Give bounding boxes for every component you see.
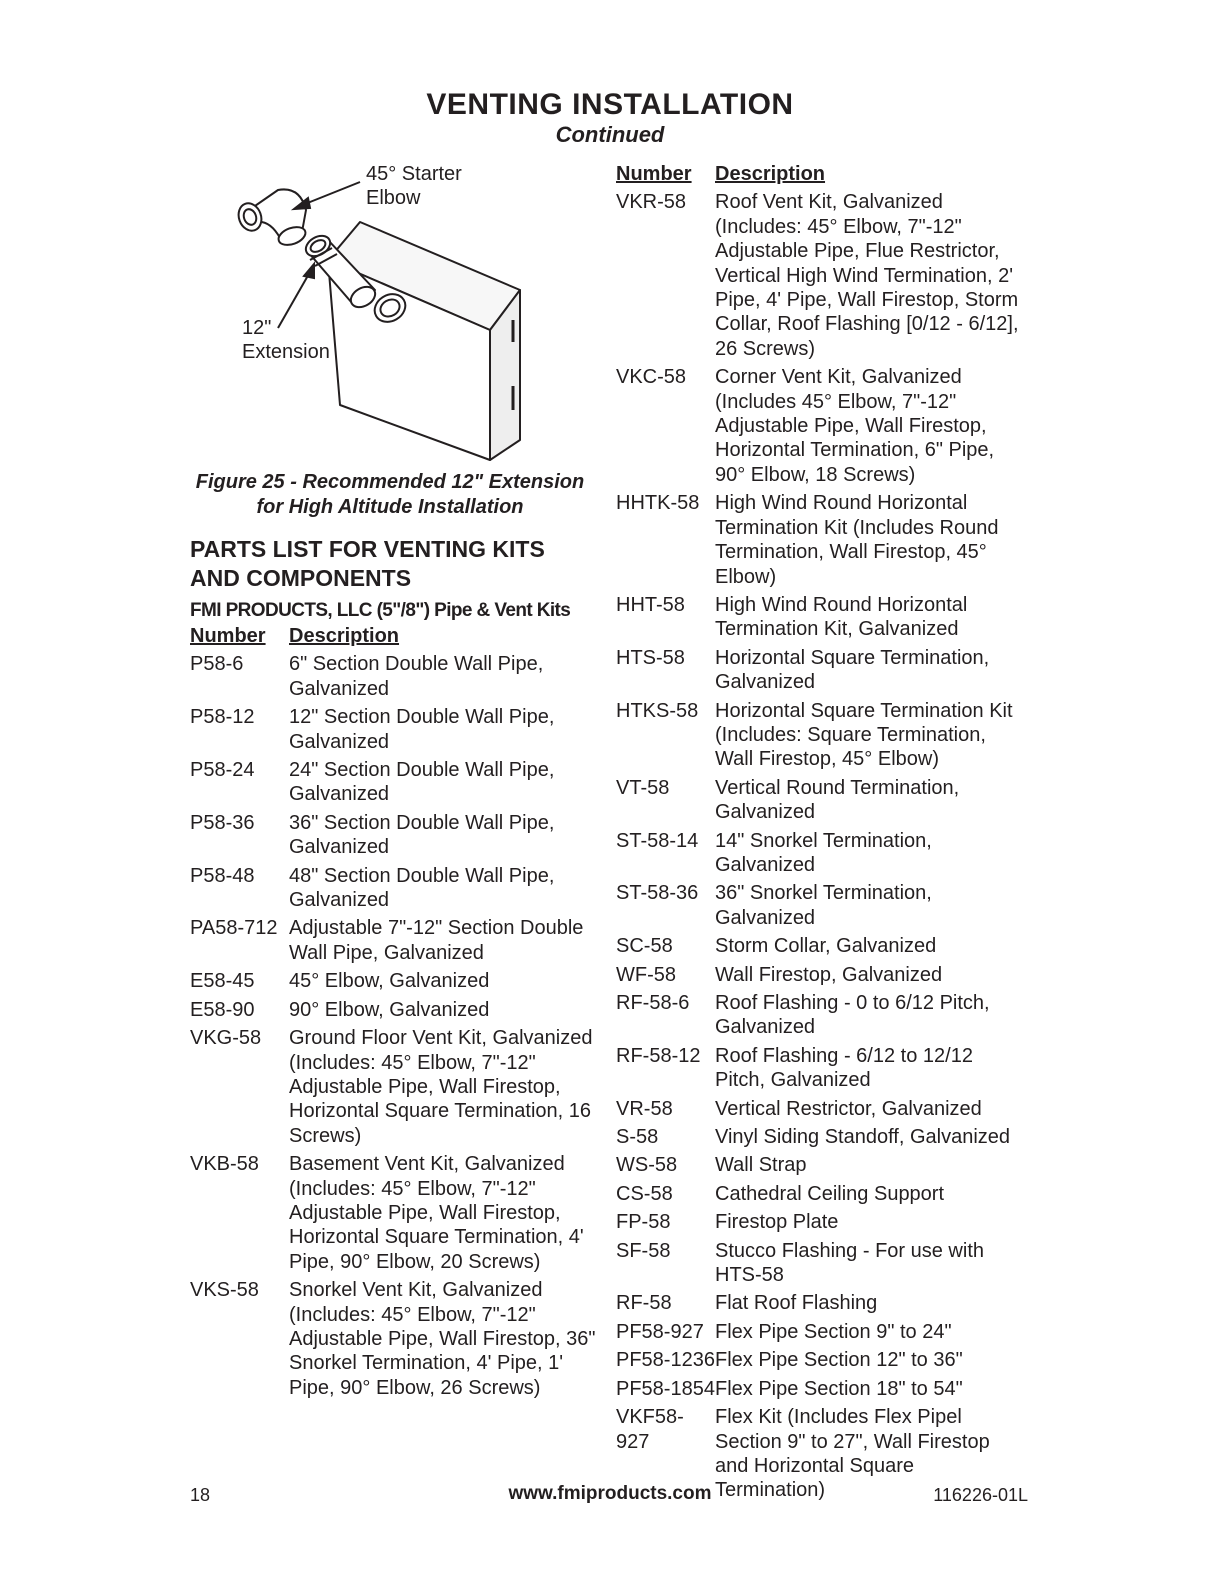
table-row — [190, 998, 600, 1026]
table-row — [190, 1278, 600, 1404]
part-description: Flex Kit (Includes Flex Pipel Section 9" to 27", Wall Firestop and Horizontal Square Termination) — [715, 1406, 990, 1502]
part-number: HHTK-58 — [616, 492, 700, 515]
part-number: WF-58 — [616, 963, 676, 986]
part-description: Vinyl Siding Standoff, Galvanized — [715, 1126, 1011, 1149]
number-column-header: Number — [190, 625, 266, 647]
part-description: Cathedral Ceiling Support — [715, 1182, 945, 1205]
part-number: VKF58-927 — [616, 1406, 684, 1453]
table-row — [616, 963, 1026, 991]
company-subheading: FMI PRODUCTS, LLC (5"/8") Pipe & Vent Kits — [190, 600, 571, 621]
part-description: Flex Pipe Section 9" to 24" — [715, 1320, 952, 1343]
parts-table-right — [616, 162, 1026, 1507]
part-number: VKR-58 — [616, 191, 687, 214]
part-description: Horizontal Square Termination Kit (Includes: Square Termination, Wall Firestop, 45° Elbow) — [715, 699, 1013, 771]
part-number: WS-58 — [616, 1154, 678, 1177]
part-number: P58-6 — [190, 653, 244, 676]
table-row — [616, 1239, 1026, 1292]
table-row — [616, 1153, 1026, 1181]
part-number: P58-24 — [190, 759, 255, 782]
part-number: E58-90 — [190, 998, 255, 1021]
figure-caption — [190, 470, 590, 520]
part-number: ST-58-36 — [616, 882, 699, 905]
table-row — [616, 991, 1026, 1044]
part-description: Horizontal Square Termination, Galvanized — [715, 646, 990, 694]
caption-line: for High Altitude Installation — [256, 496, 524, 518]
part-number: PF58-927 — [616, 1320, 704, 1343]
part-number: P58-12 — [190, 706, 255, 729]
parts-table-left — [190, 624, 600, 1404]
part-number: VT-58 — [616, 776, 670, 799]
table-row — [616, 1348, 1026, 1376]
part-number: CS-58 — [616, 1182, 673, 1205]
part-number: ST-58-14 — [616, 829, 699, 852]
part-description: 24" Section Double Wall Pipe, Galvanized — [289, 759, 555, 806]
part-description: High Wind Round Horizontal Termination Kit (Includes Round Termination, Wall Firestop, 45° Elbow) — [715, 492, 999, 588]
table-row — [616, 829, 1026, 882]
table-row — [616, 1291, 1026, 1319]
callout-line: 12" — [242, 317, 272, 339]
part-number: PA58-712 — [190, 917, 278, 940]
part-number: RF-58-6 — [616, 992, 690, 1014]
part-description: Vertical Restrictor, Galvanized — [715, 1097, 982, 1120]
part-number: RF-58-12 — [616, 1044, 701, 1067]
callout-line: Elbow — [366, 187, 421, 209]
table-row — [616, 593, 1026, 646]
part-number: VKC-58 — [616, 366, 687, 389]
page-subtitle: Continued — [555, 122, 665, 147]
part-description: Snorkel Vent Kit, Galvanized (Includes: 45° Elbow, 7"-12" Adjustable Pipe, Wall Firestop, 36" Snorkel Termination, 4' Pipe, 1' Pipe, 90° Elbow, 26 Screws) — [289, 1279, 596, 1399]
part-description: Firestop Plate — [715, 1211, 839, 1234]
callout-line: Extension — [242, 341, 330, 363]
part-description: Roof Flashing - 6/12 to 12/12 Pitch, Galvanized — [715, 1044, 973, 1092]
starter-elbow-callout — [366, 162, 462, 210]
description-column-header: Description — [715, 163, 826, 185]
table-row — [190, 864, 600, 917]
part-number: VR-58 — [616, 1097, 673, 1120]
table-row — [616, 699, 1026, 776]
table-row — [190, 758, 600, 811]
part-number: VKB-58 — [190, 1153, 259, 1176]
part-description: 90° Elbow, Galvanized — [289, 998, 490, 1021]
part-number: HHT-58 — [616, 593, 685, 616]
part-number: P58-48 — [190, 864, 255, 887]
table-row — [616, 1320, 1026, 1348]
table-row — [190, 652, 600, 705]
table-row — [190, 916, 600, 969]
table-row — [616, 1125, 1026, 1153]
part-number: FP-58 — [616, 1211, 671, 1234]
part-description: Basement Vent Kit, Galvanized (Includes: 45° Elbow, 7"-12" Adjustable Pipe, Wall Firestop, Horizontal Square Termination, 4' Pipe, 90° Elbow, 20 Screws) — [289, 1153, 584, 1273]
part-description: Adjustable 7"-12" Section Double Wall Pipe, Galvanized — [289, 917, 584, 964]
part-description: Stucco Flashing - For use with HTS-58 — [715, 1239, 984, 1287]
part-number: P58-36 — [190, 811, 255, 834]
part-number: SC-58 — [616, 935, 673, 958]
table-row — [616, 491, 1026, 593]
part-description: Storm Collar, Galvanized — [715, 935, 937, 958]
part-number: SF-58 — [616, 1239, 671, 1262]
part-description: 12" Section Double Wall Pipe, Galvanized — [289, 706, 555, 753]
part-description: Vertical Round Termination, Galvanized — [715, 776, 960, 824]
part-description: Roof Flashing - 0 to 6/12 Pitch, Galvanized — [715, 992, 990, 1039]
part-number: PF58-1854 — [616, 1377, 715, 1400]
part-number: E58-45 — [190, 970, 255, 993]
page-number: 18 — [190, 1485, 211, 1505]
table-row — [616, 1182, 1026, 1210]
part-number: RF-58 — [616, 1292, 672, 1315]
number-column-header: Number — [616, 163, 692, 185]
part-description: Flex Pipe Section 12" to 36" — [715, 1349, 963, 1372]
document-number: 116226-01L — [933, 1485, 1028, 1505]
table-row — [616, 934, 1026, 962]
part-description: High Wind Round Horizontal Termination Kit, Galvanized — [715, 593, 968, 641]
description-column-header: Description — [289, 625, 400, 647]
table-row — [616, 1377, 1026, 1405]
extension-callout — [242, 316, 330, 364]
table-header-row — [190, 624, 600, 652]
page-title: VENTING INSTALLATION — [426, 88, 794, 121]
part-description: Roof Vent Kit, Galvanized (Includes: 45° Elbow, 7"-12" Adjustable Pipe, Flue Restrictor, Vertical High Wind Termination, 2' Pipe, 4' Pipe, Wall Firestop, Storm Collar, Roof Flashing [0/12 - 6/12], 26 Screws) — [715, 191, 1019, 360]
callout-line: 45° Starter — [366, 163, 462, 185]
website-url: www.fmiproducts.com — [508, 1483, 712, 1504]
part-description: Flat Roof Flashing — [715, 1292, 878, 1315]
part-description: Flex Pipe Section 18" to 54" — [715, 1377, 963, 1400]
section-heading — [190, 535, 590, 593]
table-row — [616, 1044, 1026, 1097]
heading-line: AND COMPONENTS — [190, 565, 412, 591]
part-description: Wall Strap — [715, 1154, 807, 1177]
table-row — [616, 646, 1026, 699]
part-description: Wall Firestop, Galvanized — [715, 963, 943, 986]
part-description: Corner Vent Kit, Galvanized (Includes 45° Elbow, 7"-12" Adjustable Pipe, Wall Firestop, Horizontal Termination, 6" Pipe, 90° Elbow, 18 Screws) — [715, 366, 995, 486]
part-description: 14" Snorkel Termination, Galvanized — [715, 829, 932, 876]
table-row — [616, 190, 1026, 365]
table-row — [616, 776, 1026, 829]
part-number: S-58 — [616, 1126, 659, 1149]
table-row — [190, 1026, 600, 1152]
table-row — [616, 881, 1026, 934]
table-row — [190, 1152, 600, 1278]
part-description: 36" Snorkel Termination, Galvanized — [715, 882, 932, 929]
table-row — [190, 811, 600, 864]
caption-line: Figure 25 - Recommended 12" Extension — [195, 471, 585, 493]
part-number: PF58-1236 — [616, 1349, 715, 1372]
part-description: Ground Floor Vent Kit, Galvanized (Includes: 45° Elbow, 7"-12" Adjustable Pipe, Wall Firestop, Horizontal Square Termination, 16 Screws) — [289, 1027, 593, 1147]
table-row — [190, 969, 600, 997]
part-description: 48" Section Double Wall Pipe, Galvanized — [289, 864, 555, 912]
table-row — [616, 365, 1026, 491]
part-number: HTKS-58 — [616, 699, 699, 722]
table-row — [616, 1097, 1026, 1125]
table-row — [190, 705, 600, 758]
part-description: 6" Section Double Wall Pipe, Galvanized — [289, 653, 544, 700]
part-description: 45° Elbow, Galvanized — [289, 970, 490, 993]
part-number: VKG-58 — [190, 1027, 262, 1050]
table-row — [616, 1210, 1026, 1238]
heading-line: PARTS LIST FOR VENTING KITS — [190, 536, 545, 562]
part-number: HTS-58 — [616, 646, 685, 669]
part-number: VKS-58 — [190, 1279, 259, 1302]
table-header-row — [616, 162, 1026, 190]
part-description: 36" Section Double Wall Pipe, Galvanized — [289, 811, 555, 859]
